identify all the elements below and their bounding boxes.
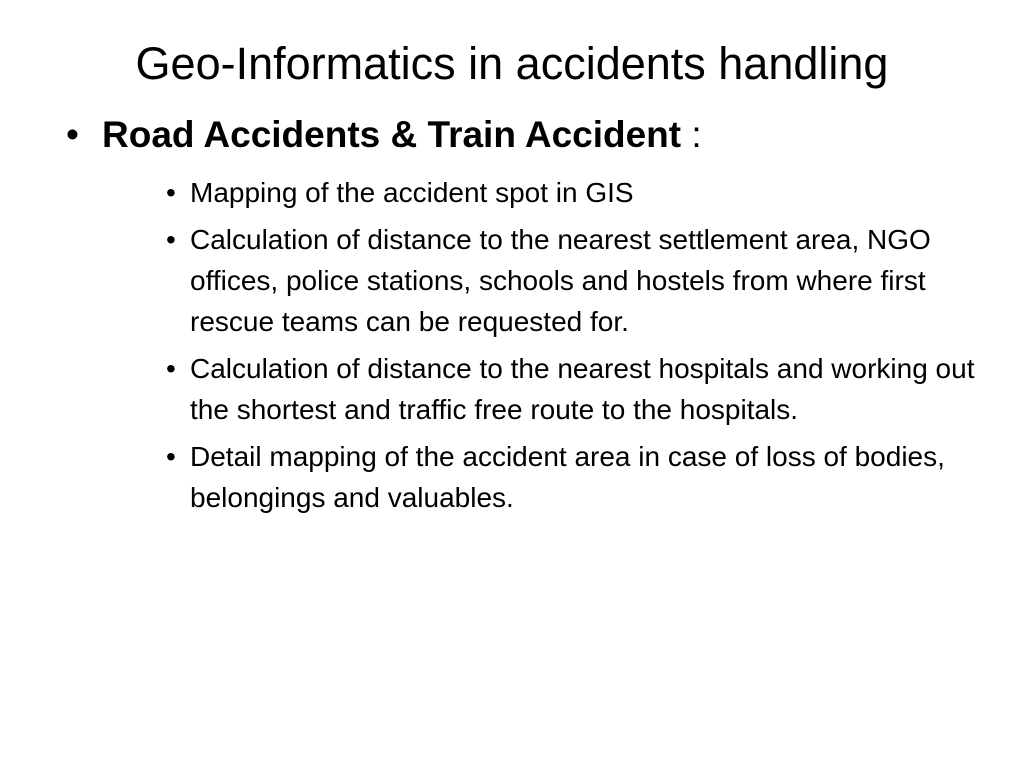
sub-bullet-text: Detail mapping of the accident area in case of loss of bodies, belongings and valuables. <box>190 441 945 513</box>
slide-title: Geo-Informatics in accidents handling <box>135 38 889 89</box>
sub-bullet-item <box>166 436 976 518</box>
main-bullet-suffix: : <box>681 114 702 155</box>
sub-bullet-marker: • <box>166 177 176 208</box>
main-bullet-heading: Road Accidents & Train Accident <box>102 114 682 155</box>
main-bullet-item <box>66 112 986 158</box>
sub-bullet-list <box>166 172 976 524</box>
sub-bullet-item <box>166 172 976 213</box>
sub-bullet-text: Calculation of distance to the nearest hospitals and working out the shortest and traffic free route to the hospitals. <box>190 353 975 425</box>
sub-bullet-text: Mapping of the accident spot in GIS <box>190 177 634 208</box>
sub-bullet-marker: • <box>166 441 176 472</box>
sub-bullet-item <box>166 219 976 342</box>
main-bullet-marker: • <box>66 114 79 155</box>
sub-bullet-marker: • <box>166 353 176 384</box>
sub-bullet-item <box>166 348 976 430</box>
sub-bullet-text: Calculation of distance to the nearest settlement area, NGO offices, police stations, schools and hostels from where first rescue teams can be requested for. <box>190 224 931 337</box>
sub-bullet-marker: • <box>166 224 176 255</box>
